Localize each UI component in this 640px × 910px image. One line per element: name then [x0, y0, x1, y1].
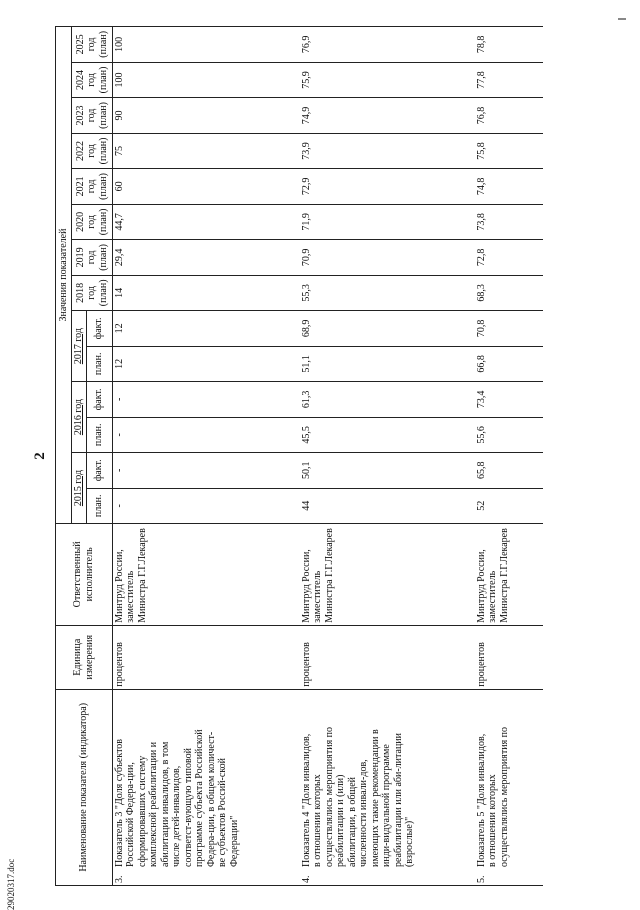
responsible-cell: Минтруд России, заместитель Министра Г.Г.Лекарев — [475, 524, 543, 626]
header-responsible: Ответственный исполнитель — [56, 524, 113, 626]
value-2023: 74,9 — [300, 98, 475, 133]
value-2018: 14 — [112, 275, 300, 310]
unit-cell: процентов — [112, 625, 300, 689]
header-2023: 2023 год (план) — [72, 98, 113, 133]
header-2018: 2018 год (план) — [72, 275, 113, 310]
value-2025: 78,8 — [475, 27, 543, 63]
value-2017-fact: 68,9 — [300, 311, 475, 346]
value-2024: 100 — [112, 62, 300, 97]
rotated-content — [25, 26, 607, 886]
value-2016-fact: 61,3 — [300, 382, 475, 417]
value-2025: 76,9 — [300, 27, 475, 63]
value-2017-fact: 70,8 — [475, 311, 543, 346]
value-2025: 100 — [112, 27, 300, 63]
value-2019: 70,9 — [300, 240, 475, 275]
value-2021: 60 — [112, 169, 300, 204]
value-2017-plan: 66,8 — [475, 346, 543, 381]
table-row — [112, 27, 300, 886]
header-2016: 2016 год — [72, 382, 87, 453]
unit-cell: процентов — [300, 625, 475, 689]
value-2024: 77,8 — [475, 62, 543, 97]
value-2022: 75,8 — [475, 133, 543, 168]
value-2021: 74,8 — [475, 169, 543, 204]
indicator-name-cell — [300, 689, 475, 885]
value-2016-fact: 73,4 — [475, 382, 543, 417]
value-2018: 55,3 — [300, 275, 475, 310]
value-2015-plan: 44 — [300, 488, 475, 523]
header-2019: 2019 год (план) — [72, 240, 113, 275]
row-number: 3. — [113, 875, 125, 883]
indicator-name-cell — [475, 689, 543, 885]
value-2016-plan: 45,5 — [300, 417, 475, 452]
header-2017-plan: план. — [86, 346, 112, 381]
value-2018: 68,3 — [475, 275, 543, 310]
header-2017: 2017 год — [72, 311, 87, 382]
row-number: 5. — [475, 875, 487, 883]
value-2021: 72,9 — [300, 169, 475, 204]
header-2024: 2024 год (план) — [72, 62, 113, 97]
unit-cell: процентов — [475, 625, 543, 689]
value-2017-fact: 12 — [112, 311, 300, 346]
header-2016-fact: факт. — [86, 382, 112, 417]
header-2020: 2020 год (план) — [72, 204, 113, 239]
value-2015-fact: 65,8 — [475, 453, 543, 488]
row-number: 4. — [300, 875, 312, 883]
header-2015: 2015 год — [72, 453, 87, 524]
indicator-name: Показатель 3 "Доля субъектов Российской Федера-ции, сформировавших систему комплексной реабилитации и абилитации инвалидов, в том числе детей-инвалидов, соответст-вующую типовой программе субъекта Российской Федера-ции, в общем количест-ве субъектов Россий-ской Федерации" — [113, 729, 240, 867]
header-2017-fact: факт. — [86, 311, 112, 346]
header-2021: 2021 год (план) — [72, 169, 113, 204]
value-2020: 73,8 — [475, 204, 543, 239]
indicator-name-cell — [112, 689, 300, 885]
table-row — [475, 27, 543, 886]
value-2022: 73,9 — [300, 133, 475, 168]
value-2016-plan: - — [112, 417, 300, 452]
indicator-name: Показатель 5 "Доля инвалидов, в отношении которых осуществлялись мероприятия по — [475, 726, 510, 867]
indicator-name: Показатель 4 "Доля инвалидов, в отношении которых осуществлялись мероприятия по реабилитации и (или) абилитации, в общей численности инвали-дов, имеющих такие рекомендации в инди-видуальной программе реабилитации или аби-литации (взрослые)" — [300, 726, 415, 867]
header-2016-plan: план. — [86, 417, 112, 452]
scan-mark — [618, 18, 626, 20]
value-2015-plan: - — [112, 488, 300, 523]
header-values: Значения показателей — [56, 27, 72, 524]
value-2020: 71,9 — [300, 204, 475, 239]
file-reference: 29020317.doc — [6, 858, 16, 910]
header-2015-plan: план. — [86, 488, 112, 523]
value-2016-plan: 55,6 — [475, 417, 543, 452]
value-2015-fact: - — [112, 453, 300, 488]
value-2017-plan: 12 — [112, 346, 300, 381]
responsible-cell: Минтруд России, заместитель Министра Г.Г.Лекарев — [300, 524, 475, 626]
header-2015-fact: факт. — [86, 453, 112, 488]
value-2024: 75,9 — [300, 62, 475, 97]
value-2019: 72,8 — [475, 240, 543, 275]
page-number: 2 — [32, 452, 48, 460]
header-2025: 2025 год (план) — [72, 27, 113, 63]
responsible-cell: Минтруд России, заместитель Министра Г.Г.Лекарев — [112, 524, 300, 626]
value-2017-plan: 51,1 — [300, 346, 475, 381]
header-name: Наименование показателя (индикатора) — [56, 689, 113, 885]
value-2022: 75 — [112, 133, 300, 168]
header-unit: Единица измерения — [56, 625, 113, 689]
value-2023: 76,8 — [475, 98, 543, 133]
value-2016-fact: - — [112, 382, 300, 417]
value-2023: 90 — [112, 98, 300, 133]
table-row — [300, 27, 475, 886]
value-2015-plan: 52 — [475, 488, 543, 523]
value-2019: 29,4 — [112, 240, 300, 275]
value-2020: 44,7 — [112, 204, 300, 239]
indicators-table — [55, 26, 543, 886]
header-2022: 2022 год (план) — [72, 133, 113, 168]
value-2015-fact: 50,1 — [300, 453, 475, 488]
